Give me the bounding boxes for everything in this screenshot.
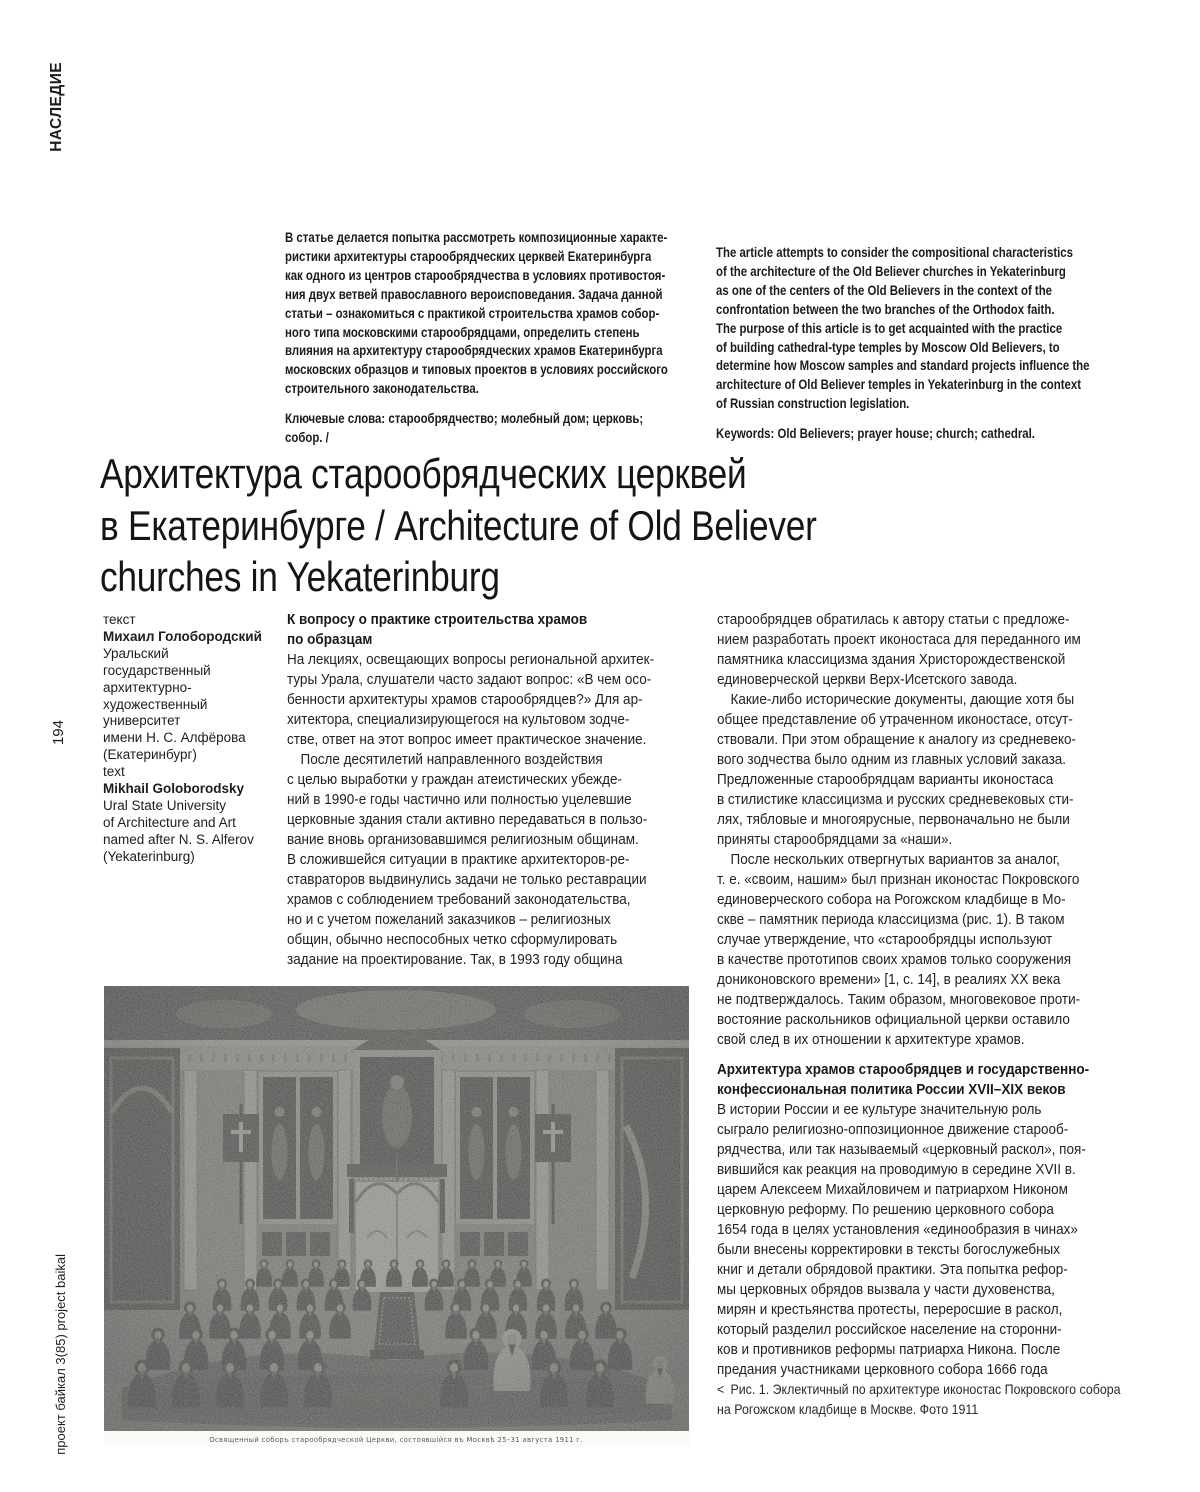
journal-footer: проект байкал 3(85) project baikal — [53, 1254, 68, 1455]
figure-1-photo-illustration — [104, 986, 689, 1447]
body-right-1: старообрядцев обратилась к автору статьи с предложе- нием разработать проект иконостаса для переданного им памятника классицизма здания Христорождественской единоверческой церкви Верх-Исетского завода. Какие-либо исторические документы, дающие хотя бы общее представление об утраченном иконостасе, отсут- ствовали. При этом обращение к аналогу из средневеко- вого зодчества было одним из главных условий заказа. Предложенные старообрядцам варианты иконостаса в стилистике классицизма и русских средневековых сти- лях, тябловые и многоярусные, первоначально не были приняты старообрядцами за «наши». После нескольких отвергнутых вариантов за аналог, т. е. «своим, нашим» был признан иконостас Покровского единоверческого собора на Рогожском кладбище в Мо- скве – памятник периода классицизма (рис. 1). В таком случае утверждение, что «старообрядцы используют в качестве прототипов своих храмов только сооружения дониконовского времени» [1, с. 14], в реалиях XX века не подтверждалось. Таким образом, многовековое проти- востояние раскольников официальной церкви оставило свой след в их отношении к архитектуре храмов. — [717, 611, 1081, 1048]
column-middle — [287, 610, 706, 970]
figure-1-photo — [104, 986, 689, 1447]
photo-scene — [104, 986, 689, 1431]
body-middle: На лекциях, освещающих вопросы региональной архитек- туры Урала, слушатели часто задают вопрос: «В чем осо- бенности архитектуры храмов старообрядцев?» Для ар- хитектора, специализирующегося на культовом зодче- стве, ответ на этот вопрос имеет практическое значение. После десятилетий направленного воздействия с целью выработки у граждан атеистических убежде- ний в 1990-е годы частично или полностью уцелевшие церковные здания стали активно передаваться в пользо- вание вновь организовавшимся религиозным общинам. В сложившейся ситуации в практике архитекторов-ре- ставраторов выдвинулись задачи не только реставрации храмов с соблюдением требований законодательства, но и с учетом пожеланий заказчиков – религиозных общин, обычно неспособных четко сформулировать задание на проектирование. Так, в 1993 году община — [287, 651, 655, 968]
byline-label-en: text — [103, 764, 125, 780]
page-number: 194 — [50, 720, 67, 746]
figure-plate-caption: Освященный соборъ старообрядческой Церкви, состоявшійся въ Москвѣ 25–31 августа 1911 г. — [209, 1436, 583, 1444]
keywords-english: Keywords: Old Believers; prayer house; church; cathedral. — [716, 425, 1035, 442]
body-right-2: В истории России и ее культуре значительную роль сыграло религиозно-оппозиционное движение старооб- рядчества, или так называемый «церковный раскол», поя- вившийся как реакция на проводимую в середине XVII в. царем Алексеем Михайловичем и патриархом Никоном церковную реформу. По решению церковного собора 1654 года в целях установления «единообразия в чинах» были внесены корректировки в тексты богослужебных книг и детали обрядовой практики. Эта попытка рефор- мы церковных обрядов вызвала у части духовенства, мирян и крестьянства протесты, переросшие в раскол, который разделил российское население на сторонни- ков и противников реформы патриарха Никона. После предания участниками церковного собора 1666 года — [717, 1101, 1086, 1378]
keywords-russian: Ключевые слова: старообрядчество; молебный дом; церковь; собор. / — [285, 410, 644, 446]
author-name-en: Mikhail Goloborodsky — [103, 781, 245, 797]
byline-label-ru: текст — [103, 612, 136, 627]
author-name-ru: Михаил Голобородский — [103, 628, 262, 644]
figure-1-caption: < Рис. 1. Эклектичный по архитектуре иконостас Покровского собора на Рогожском кладбище в Москве. Фото 1911 — [717, 1382, 1121, 1417]
section-label: НАСЛЕДИЕ — [48, 62, 65, 152]
article-title: Архитектура старообрядческих церквей в Екатеринбурге / Architecture of Old Believer churches in Yekaterinburg — [100, 450, 817, 600]
heading-practice-of-building: К вопросу о практике строительства храмов по образцам — [287, 611, 588, 648]
abstract-russian — [285, 228, 704, 447]
affiliation-ru: Уральский государственный архитектурно- художественный университет имени Н. С. Алфёрова (Екатеринбург) — [103, 645, 246, 763]
affiliation-en: Ural State University of Architecture and Art named after N. S. Alferov (Yekaterinburg) — [103, 797, 254, 864]
abstract-english — [716, 243, 1135, 443]
abstract-russian-text: В статье делается попытка рассмотреть композиционные характе- ристики архитектуры старообрядческих церквей Екатеринбурга как одного из центров старообрядчества в условиях противостоя- ния двух ветвей православного вероисповедания. Задача данной статьи – ознакомиться с практикой строительства храмов собор- ного типа московскими старообрядцами, определить степень влияния на архитектуру старообрядческих храмов Екатеринбурга московских образцов и типовых проектов в условиях российского строительного законодательства. — [285, 229, 668, 397]
heading-architecture-policy: Архитектура храмов старообрядцев и государственно- конфессиональная политика России XVII–XIX веков — [717, 1061, 1090, 1098]
abstract-english-text: The article attempts to consider the compositional characteristics of the architecture of the Old Believer churches in Yekaterinburg as one of the centers of the Old Believers in the context of the confrontation between the two branches of the Orthodox faith. The purpose of this article is to get acquainted with the practice of building cathedral-type temples by Moscow Old Believers, to determine how Moscow samples and standard projects influence the architecture of Old Believer temples in Yekaterinburg in the context of Russian construction legislation. — [716, 244, 1090, 412]
byline — [103, 612, 283, 866]
column-right — [717, 610, 1136, 1419]
